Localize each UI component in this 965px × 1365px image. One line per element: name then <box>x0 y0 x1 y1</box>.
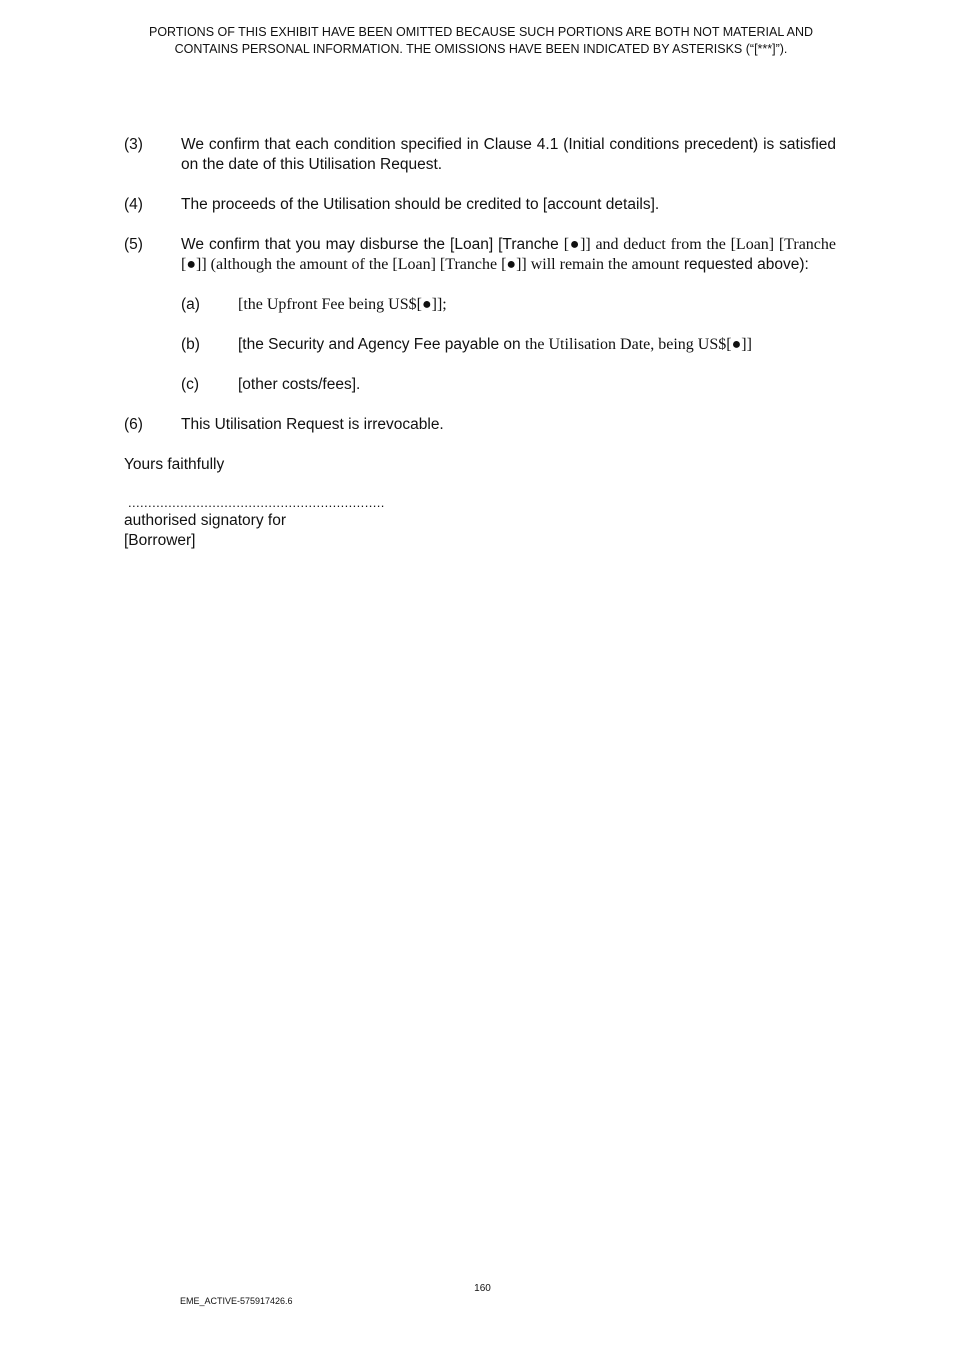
paragraph-6 <box>124 415 836 435</box>
notice-line-1: PORTIONS OF THIS EXHIBIT HAVE BEEN OMITTED BECAUSE SUCH PORTIONS ARE BOTH NOT MATERIAL AND <box>148 25 813 39</box>
sub-item-number: (c) <box>181 376 200 393</box>
sub-item-b <box>181 335 836 355</box>
sub-item-a <box>181 295 836 315</box>
paragraph-4 <box>124 195 836 215</box>
signature-block <box>124 495 836 551</box>
paragraph-3 <box>124 135 836 175</box>
sub-item-number: (a) <box>181 296 200 313</box>
sub-item-c <box>181 375 836 395</box>
paragraph-text-part-3: requested above): <box>679 256 809 273</box>
notice-line-2: CONTAINS PERSONAL INFORMATION. THE OMISSIONS HAVE BEEN INDICATED BY ASTERISKS (“[***]”). <box>174 42 788 56</box>
confidentiality-notice <box>110 24 852 58</box>
paragraph-text <box>181 235 836 275</box>
page-number: 160 <box>474 1283 491 1294</box>
paragraph-number: (3) <box>124 136 143 153</box>
sub-item-text: [the Upfront Fee being US$[●]]; <box>238 296 447 313</box>
paragraph-text: This Utilisation Request is irrevocable. <box>181 416 444 433</box>
paragraph-text: The proceeds of the Utilisation should be credited to [account details]. <box>181 196 660 213</box>
sub-item-text <box>238 335 836 355</box>
paragraph-number: (4) <box>124 196 143 213</box>
sub-item-text-part-2: the Utilisation Date, being US$[●]] <box>524 336 752 353</box>
paragraph-text: We confirm that each condition specified in Clause 4.1 (Initial conditions precedent) is satisfied on the date of this Utilisation Request. <box>181 136 836 173</box>
document-reference: EME_ACTIVE-575917426.6 <box>180 1296 293 1306</box>
signature-line: ................................................................ <box>128 495 385 510</box>
paragraph-number: (5) <box>124 236 143 253</box>
paragraph-text-part-2: [●]] and deduct from the [Loan] [Tranche [●]] (although the amount of the [Loan] [Tranche [●]] will remain the amount <box>181 236 836 273</box>
paragraph-5 <box>124 235 836 275</box>
paragraph-number: (6) <box>124 416 143 433</box>
paragraph-text-part-1: We confirm that you may disburse the [Loan] [Tranche <box>181 236 564 253</box>
sub-item-number: (b) <box>181 336 200 353</box>
closing-salutation: Yours faithfully <box>124 456 225 473</box>
sub-item-text-part-1: [the Security and Agency Fee payable on <box>238 336 525 353</box>
borrower-label: [Borrower] <box>124 532 196 549</box>
sub-item-text: [other costs/fees]. <box>238 376 361 393</box>
document-body <box>124 135 836 551</box>
signatory-label: authorised signatory for <box>124 512 286 529</box>
